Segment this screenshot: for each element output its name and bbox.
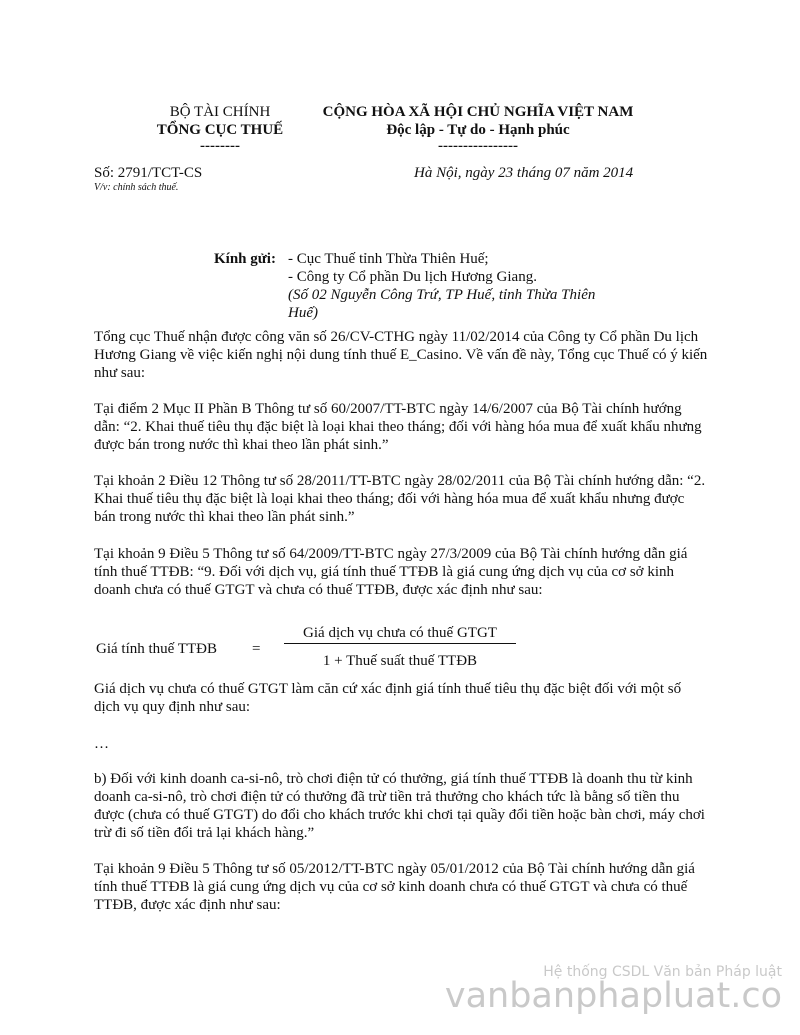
paragraph-circular-05: Tại khoản 9 Điều 5 Thông tư số 05/2012/TT-BTC ngày 05/01/2012 của Bộ Tài chính hướng dẫn giá tính thuế TTĐB là giá cung ứng dịch vụ của cơ sở kinh doanh chưa có thuế GTGT và chưa có thuế TTĐB, được xác định như sau:	[94, 861, 695, 913]
paragraph-intro: Tổng cục Thuế nhận được công văn số 26/CV-CTHG ngày 11/02/2014 của Công ty Cổ phần Du lịch Hương Giang về việc kiến nghị nội dung tính thuế E_Casino. Về vấn đề này, Tổng cục Thuế có ý kiến như sau:	[94, 329, 708, 381]
motto: Độc lập - Tự do - Hạnh phúc	[386, 122, 570, 138]
header-right	[300, 103, 656, 153]
department-name: TỔNG CỤC THUẾ	[156, 122, 284, 138]
paragraph-casino: b) Đối với kinh doanh ca-si-nô, trò chơi điện tử có thưởng, giá tính thuế TTĐB là doanh thu từ kinh doanh ca-si-nô, trò chơi điện tử có thưởng đã trừ tiền trả thưởng cho khách tức là bằng số tiền thu được (chưa có thuế GTGT) do đổi cho khách trước khi chơi tại quầy đổi tiền hoặc bàn chơi, máy chơi trừ đi số tiền đổi trả lại khách hàng.”	[94, 771, 705, 841]
ellipsis: …	[94, 736, 109, 752]
recipient-1: - Cục Thuế tỉnh Thừa Thiên Huế;	[288, 251, 489, 267]
header-left-divider: --------	[200, 138, 240, 154]
document-number: Số: 2791/TCT-CS	[94, 165, 203, 181]
paragraph-circular-64: Tại khoản 9 Điều 5 Thông tư số 64/2009/TT-BTC ngày 27/3/2009 của Bộ Tài chính hướng dẫn giá tính thuế TTĐB: “9. Đối với dịch vụ, giá tính thuế TTĐB là giá cung ứng dịch vụ của cơ sở kinh doanh chưa có thuế GTGT và chưa có thuế TTĐB, được xác định như sau:	[94, 546, 688, 598]
ministry-name: BỘ TÀI CHÍNH	[169, 104, 271, 120]
recipients-label: Kính gửi:	[214, 251, 276, 267]
formula-equals: =	[252, 641, 261, 657]
document-subject: V/v: chính sách thuế.	[94, 182, 179, 193]
formula-lhs: Giá tính thuế TTĐB	[96, 641, 217, 657]
paragraph-circular-28: Tại khoản 2 Điều 12 Thông tư số 28/2011/TT-BTC ngày 28/02/2011 của Bộ Tài chính hướng dẫn: “2. Khai thuế tiêu thụ đặc biệt là loại khai theo tháng; đối với hàng hóa mua để xuất khẩu nhưng được bán trong nước thì khai theo lần phát sinh.”	[94, 473, 706, 525]
document-date: Hà Nội, ngày 23 tháng 07 năm 2014	[414, 165, 634, 181]
paragraph-service-price: Giá dịch vụ chưa có thuế GTGT làm căn cứ xác định giá tính thuế tiêu thụ đặc biệt đối với một số dịch vụ quy định như sau:	[94, 681, 682, 715]
recipient-2-address-cont: Huế)	[288, 305, 318, 321]
country-name: CỘNG HÒA XÃ HỘI CHỦ NGHĨA VIỆT NAM	[322, 104, 634, 120]
formula-denominator: 1 + Thuế suất thuế TTĐB	[322, 653, 478, 669]
header-right-divider: ----------------	[438, 138, 518, 154]
fraction-bar	[284, 643, 516, 644]
watermark-caption: Hệ thống CSDL Văn bản Pháp luật	[543, 964, 782, 980]
formula-numerator: Giá dịch vụ chưa có thuế GTGT	[303, 625, 497, 641]
recipients-list	[288, 250, 648, 322]
paragraph-circular-60: Tại điểm 2 Mục II Phần B Thông tư số 60/2007/TT-BTC ngày 14/6/2007 của Bộ Tài chính hướng dẫn: “2. Khai thuế tiêu thụ đặc biệt là loại khai theo tháng; đối với hàng hóa mua để xuất khẩu nhưng được bán trong nước thì khai theo lần phát sinh.”	[94, 401, 702, 453]
recipient-2: - Công ty Cổ phần Du lịch Hương Giang.	[288, 269, 537, 285]
recipient-2-address: (Số 02 Nguyễn Công Trứ, TP Huế, tỉnh Thừa Thiên	[288, 287, 596, 303]
watermark-site: vanbanphapluat.co	[444, 976, 782, 1016]
